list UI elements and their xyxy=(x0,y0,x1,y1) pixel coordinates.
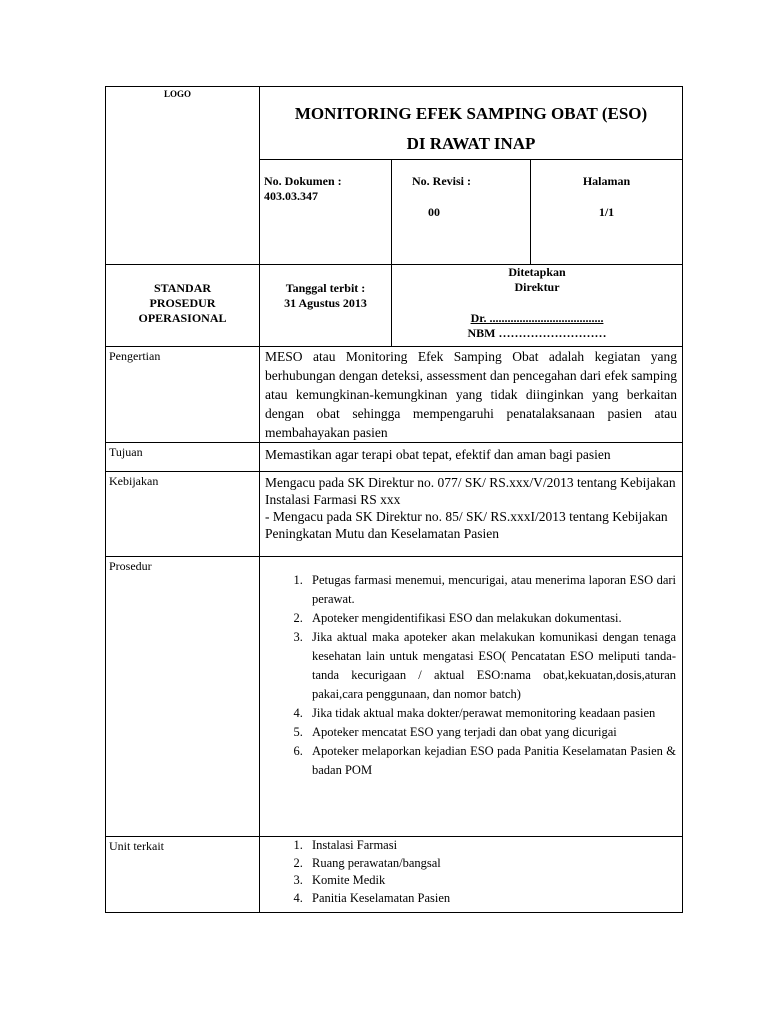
kebijakan-line-2: - Mengacu pada SK Direktur no. 85/ SK/ RS.xxxI/2013 tentang Kebijakan Peningkatan Mutu dan Keselamatan Pasien xyxy=(265,509,668,541)
unit-item: 3. Komite Medik xyxy=(306,872,682,890)
approver-title: Direktur xyxy=(514,280,560,294)
sop-line-2: PROSEDUR xyxy=(149,296,216,310)
pengertian-label: Pengertian xyxy=(106,347,260,443)
prosedur-step: 6. Apoteker melaporkan kejadian ESO pada Panitia Keselamatan Pasien & badan POM xyxy=(306,742,676,780)
approved-by-label: Ditetapkan xyxy=(508,265,566,279)
issued-date-label: Tanggal terbit : xyxy=(285,281,366,295)
revision-label: No. Revisi : xyxy=(412,174,471,188)
kebijakan-label: Kebijakan xyxy=(106,472,260,557)
pengertian-text: MESO atau Monitoring Efek Samping Obat adalah kegiatan yang berhubungan dengan deteksi, assessment dan pencegahan dari efek samping atau kemungkinan-kemungkinan yang tidak diinginkan yang berkaitan dengan obat sehingga mempengaruhi penatalaksanaan pasien atau membahayakan pasien xyxy=(260,347,683,443)
prosedur-label: Prosedur xyxy=(106,557,260,837)
prosedur-cell xyxy=(260,557,683,837)
unit-item: 1. Instalasi Farmasi xyxy=(306,837,682,855)
prosedur-step: 2. Apoteker mengidentifikasi ESO dan melakukan dokumentasi. xyxy=(306,609,676,628)
kebijakan-cell xyxy=(260,472,683,557)
prosedur-step: 3. Jika aktual maka apoteker akan melakukan komunikasi dengan tenaga kesehatan lain untuk mengatasi ESO( Pencatatan ESO meliputi tanda-tanda kecurigaan / aktual ESO:nama obat,kekuatan,dosis,aturan pakai,cara penggunaan, dan nomor batch) xyxy=(306,628,676,704)
page-value: 1/1 xyxy=(598,205,615,219)
issued-date-cell xyxy=(260,265,392,347)
tujuan-text: Memastikan agar terapi obat tepat, efektif dan aman bagi pasien xyxy=(260,443,683,472)
signer-name: Dr. ...................................... xyxy=(470,311,604,325)
prosedur-step: 1. Petugas farmasi menemui, mencurigai, atau menerima laporan ESO dari perawat. xyxy=(306,571,676,609)
sop-line-1: STANDAR xyxy=(153,281,212,295)
unit-item: 4. Panitia Keselamatan Pasien xyxy=(306,890,682,908)
signer-nbm: NBM ……………………… xyxy=(467,326,607,340)
unit-terkait-label: Unit terkait xyxy=(106,837,260,913)
prosedur-list xyxy=(260,571,676,780)
title-line-2: DI RAWAT INAP xyxy=(406,134,536,153)
tujuan-label: Tujuan xyxy=(106,443,260,472)
page-cell xyxy=(531,160,683,265)
page-label: Halaman xyxy=(582,174,631,188)
document-title xyxy=(260,87,683,160)
revision-cell xyxy=(392,160,531,265)
sop-table xyxy=(105,86,683,913)
document-number-value: 403.03.347 xyxy=(264,189,318,203)
prosedur-step: 5. Apoteker mencatat ESO yang terjadi dan obat yang dicurigai xyxy=(306,723,676,742)
kebijakan-line-1: Mengacu pada SK Direktur no. 077/ SK/ RS.xxx/V/2013 tentang Kebijakan Instalasi Farmasi RS xxx xyxy=(265,475,676,507)
sop-document xyxy=(105,86,682,908)
unit-terkait-list xyxy=(260,837,682,907)
approval-cell xyxy=(392,265,683,347)
prosedur-step: 4. Jika tidak aktual maka dokter/perawat memonitoring keadaan pasien xyxy=(306,704,676,723)
logo-placeholder: LOGO xyxy=(164,89,192,99)
unit-item: 2. Ruang perawatan/bangsal xyxy=(306,855,682,873)
unit-terkait-cell xyxy=(260,837,683,913)
document-number-label: No. Dokumen : xyxy=(264,174,342,188)
sop-line-3: OPERASIONAL xyxy=(138,311,227,325)
sop-label-cell xyxy=(106,265,260,347)
logo-cell xyxy=(106,87,260,265)
issued-date-value: 31 Agustus 2013 xyxy=(284,296,367,310)
document-number-cell xyxy=(260,160,392,265)
title-line-1: MONITORING EFEK SAMPING OBAT (ESO) xyxy=(294,104,648,123)
revision-value: 00 xyxy=(428,205,440,219)
